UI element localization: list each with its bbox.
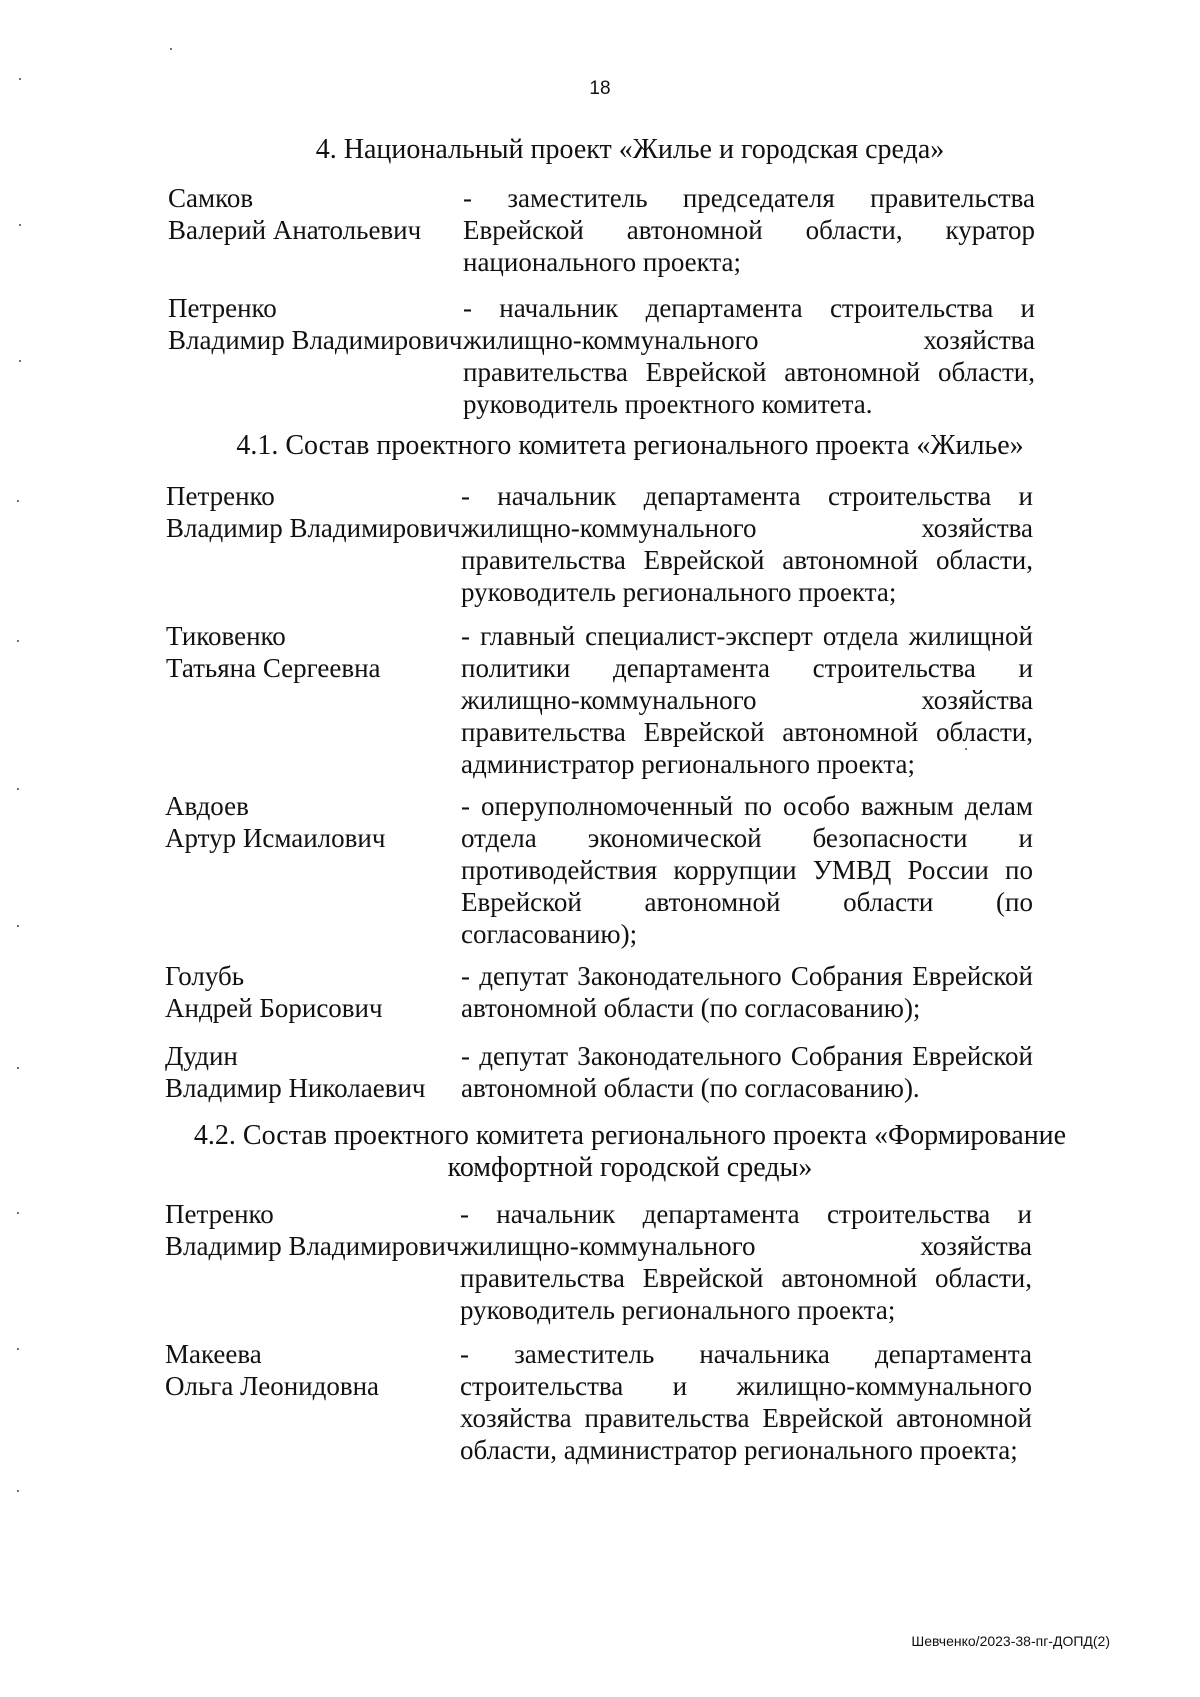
member-name [168, 292, 468, 356]
member-name [165, 790, 465, 854]
section-4-2-title [150, 1120, 1110, 1184]
member-given-name: Татьяна Сергеевна [166, 653, 381, 683]
member-surname: Дудин [165, 1041, 238, 1071]
scan-speck [19, 224, 21, 226]
member-role: - начальник департамента строительства и жилищно-коммунального хозяйства правительства Еврейской автономной области, руководитель регионального проекта; [460, 1199, 1032, 1325]
member-role: - начальник департамента строительства и жилищно-коммунального хозяйства правительства Еврейской автономной области, руководитель регионального проекта; [461, 481, 1033, 607]
document-reference: Шевченко/2023-38-пг-ДОПД(2) [911, 1633, 1110, 1649]
member-role: - заместитель председателя правительства Еврейской автономной области, куратор национального проекта; [463, 183, 1035, 277]
member-name [165, 960, 465, 1024]
member-name [166, 480, 466, 544]
member-name [165, 1040, 465, 1104]
scan-speck [965, 748, 967, 750]
scan-speck [17, 1348, 19, 1350]
scan-speck [17, 1212, 19, 1214]
member-given-name: Владимир Николаевич [165, 1073, 426, 1103]
member-role: - депутат Законодательного Собрания Еврейской автономной области (по согласованию). [461, 1041, 1033, 1103]
member-role: - главный специалист-эксперт отдела жилищной политики департамента строительства и жилищно-коммунального хозяйства правительства Еврейской автономной области, администратор регионального проекта; [461, 621, 1033, 779]
member-surname: Петренко [166, 481, 275, 511]
member-given-name: Владимир Владимирович [166, 513, 461, 543]
member-given-name: Артур Исмаилович [165, 823, 386, 853]
scan-speck [17, 1067, 19, 1069]
member-name [165, 1198, 465, 1262]
page-number: 18 [589, 78, 611, 99]
section-4-2-title-line-2: комфортной городской среды» [447, 1152, 813, 1183]
scan-speck [17, 640, 19, 642]
scan-speck [170, 48, 172, 50]
member-surname: Самков [168, 183, 254, 213]
member-surname: Макеева [165, 1339, 262, 1369]
member-surname: Авдоев [165, 791, 249, 821]
member-name [168, 182, 468, 246]
member-surname: Голубь [165, 961, 245, 991]
member-given-name: Валерий Анатольевич [168, 215, 422, 245]
section-4-title: 4. Национальный проект «Жилье и городская среда» [315, 134, 945, 165]
scan-speck [19, 360, 21, 362]
member-role: - заместитель начальника департамента строительства и жилищно-коммунального хозяйства правительства Еврейской автономной области, администратор регионального проекта; [460, 1339, 1032, 1465]
scan-speck [17, 788, 19, 790]
member-given-name: Владимир Владимирович [165, 1231, 460, 1261]
member-given-name: Ольга Леонидовна [165, 1371, 380, 1401]
member-role: - оперуполномоченный по особо важным делам отдела экономической безопасности и противодействия коррупции УМВД России по Еврейской автономной области (по согласованию); [461, 791, 1033, 949]
member-given-name: Владимир Владимирович [168, 325, 463, 355]
member-role: - депутат Законодательного Собрания Еврейской автономной области (по согласованию); [461, 961, 1033, 1023]
member-name [166, 620, 466, 684]
scan-speck [19, 78, 21, 80]
scan-speck [17, 1490, 19, 1492]
section-4-2-title-line-1: 4.2. Состав проектного комитета регионального проекта «Формирование [193, 1120, 1067, 1151]
member-surname: Петренко [165, 1199, 274, 1229]
member-given-name: Андрей Борисович [165, 993, 383, 1023]
member-name [165, 1338, 465, 1402]
member-role: - начальник департамента строительства и жилищно-коммунального хозяйства правительства Еврейской автономной области, руководитель проектного комитета. [463, 293, 1035, 419]
section-4-1-title: 4.1. Состав проектного комитета регионального проекта «Жилье» [236, 430, 1024, 461]
scan-speck [17, 500, 19, 502]
member-surname: Тиковенко [166, 621, 286, 651]
scan-speck [17, 925, 19, 927]
member-surname: Петренко [168, 293, 277, 323]
